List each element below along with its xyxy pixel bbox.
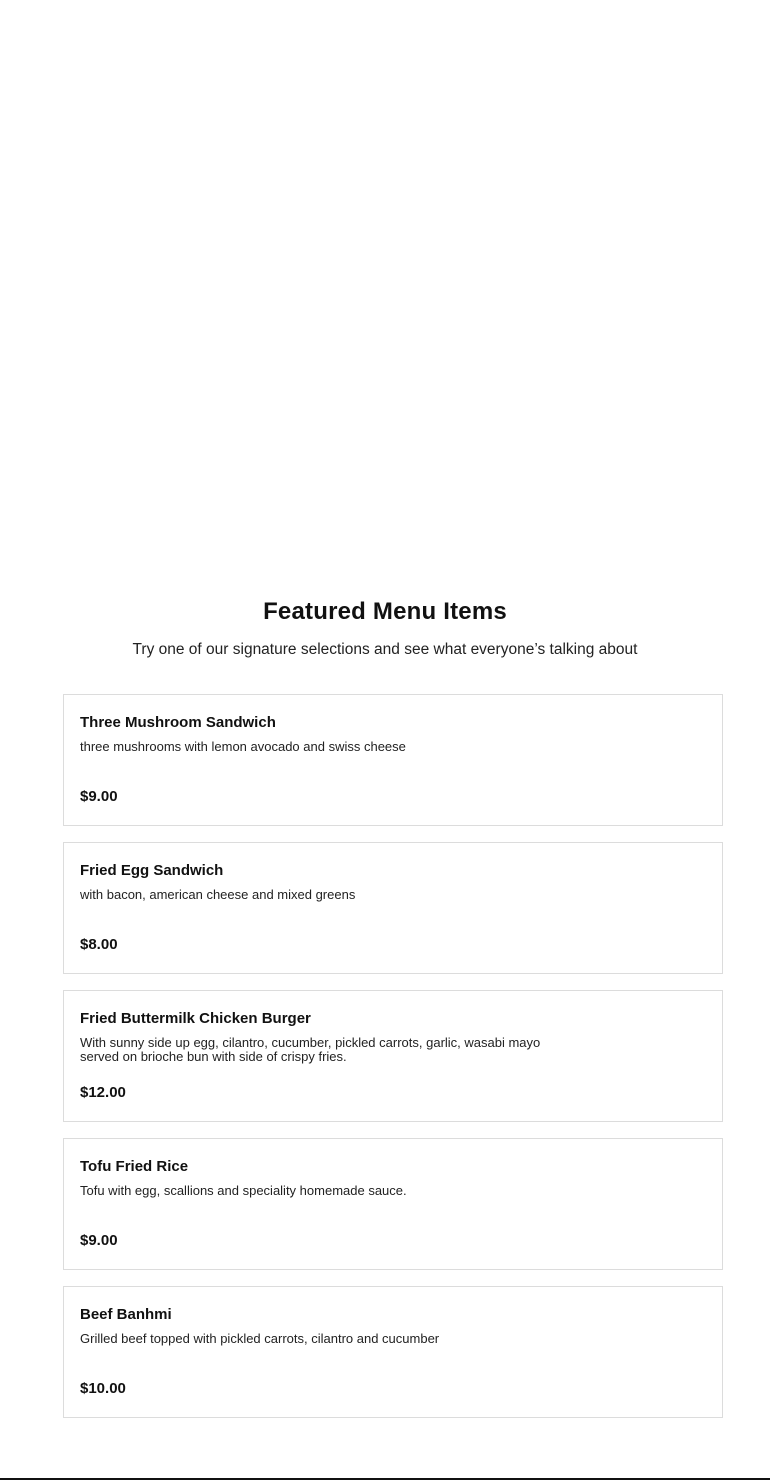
menu-item-description: three mushrooms with lemon avocado and swiss cheese <box>80 739 406 754</box>
menu-item-description: With sunny side up egg, cilantro, cucumber, pickled carrots, garlic, wasabi mayo served on brioche bun with side of crispy fries. <box>80 1035 541 1064</box>
menu-item-price: $9.00 <box>80 1232 118 1249</box>
section-title: Featured Menu Items <box>263 598 507 625</box>
menu-item-description: with bacon, american cheese and mixed greens <box>80 887 356 902</box>
menu-item-name: Three Mushroom Sandwich <box>80 714 276 731</box>
hero-area <box>0 0 770 596</box>
section-subtitle: Try one of our signature selections and see what everyone’s talking about <box>132 641 638 658</box>
menu-item-card[interactable] <box>63 842 723 974</box>
menu-item-card[interactable] <box>63 694 723 826</box>
menu-item-card[interactable] <box>63 1286 723 1418</box>
menu-item-price: $12.00 <box>80 1084 126 1101</box>
menu-item-name: Fried Egg Sandwich <box>80 862 224 879</box>
menu-item-description: Tofu with egg, scallions and speciality homemade sauce. <box>80 1183 407 1198</box>
menu-item-price: $8.00 <box>80 936 118 953</box>
menu-item-name: Fried Buttermilk Chicken Burger <box>80 1010 311 1027</box>
menu-item-card[interactable] <box>63 1138 723 1270</box>
menu-item-description: Grilled beef topped with pickled carrots, cilantro and cucumber <box>80 1331 440 1346</box>
menu-item-price: $10.00 <box>80 1380 126 1397</box>
menu-item-card[interactable] <box>63 990 723 1122</box>
menu-item-price: $9.00 <box>80 788 118 805</box>
menu-item-name: Tofu Fried Rice <box>80 1158 189 1175</box>
menu-item-name: Beef Banhmi <box>80 1306 172 1323</box>
menu-list <box>63 694 723 1418</box>
featured-menu-section <box>0 596 770 1418</box>
